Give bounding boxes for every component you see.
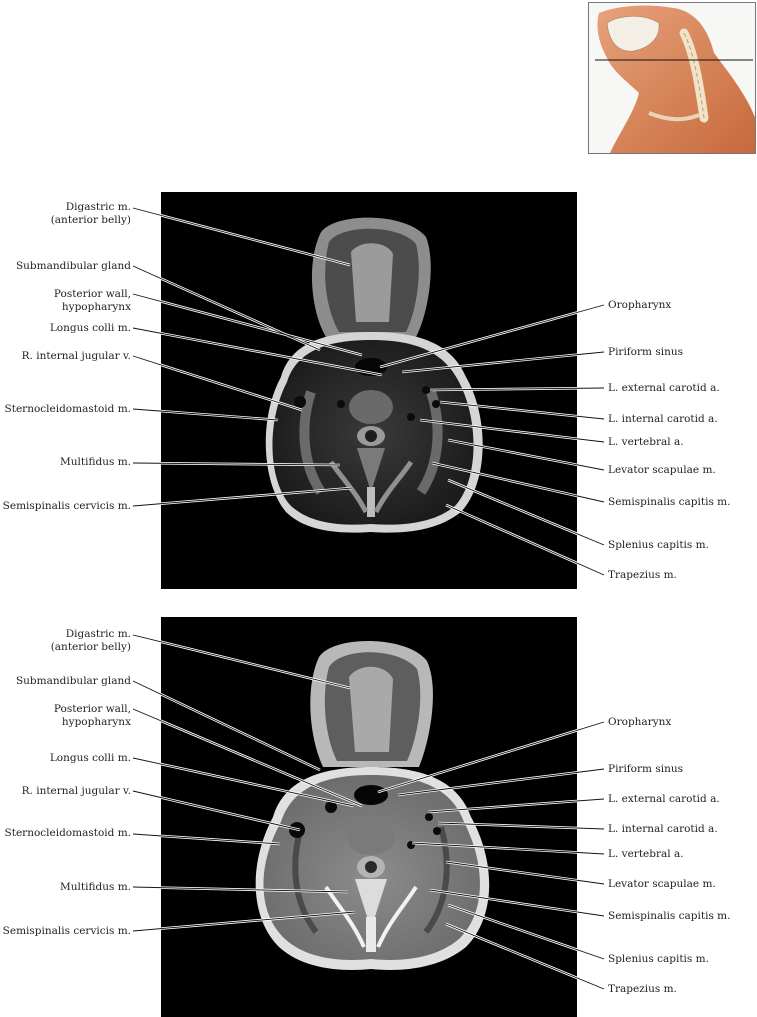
label-semispinalis-cervicis-2: Semispinalis cervicis m. [2, 925, 131, 937]
label-semispinalis-cervicis: Semispinalis cervicis m. [2, 500, 131, 512]
axial-mri-pd-neck-image [161, 617, 577, 1017]
label-submandibular-gland: Submandibular gland [15, 260, 131, 272]
label-sternocleidomastoid-2: Sternocleidomastoid m. [4, 827, 131, 839]
label-posterior-wall-hypopharynx: Posterior wall, hypopharynx [53, 288, 131, 313]
label-semispinalis-capitis-2: Semispinalis capitis m. [608, 910, 731, 922]
label-trapezius-2: Trapezius m. [608, 983, 677, 995]
label-trapezius: Trapezius m. [608, 569, 677, 581]
label-posterior-wall-hypopharynx-2: Posterior wall, hypopharynx [53, 703, 131, 728]
label-piriform-sinus-2: Piriform sinus [608, 763, 683, 775]
label-splenius-capitis-2: Splenius capitis m. [608, 953, 709, 965]
label-oropharynx: Oropharynx [608, 299, 672, 311]
label-piriform-sinus: Piriform sinus [608, 346, 683, 358]
axial-mri-t1-neck-image [161, 192, 577, 589]
label-splenius-capitis: Splenius capitis m. [608, 539, 709, 551]
label-l-external-carotid: L. external carotid a. [608, 382, 720, 394]
label-oropharynx-2: Oropharynx [608, 716, 672, 728]
label-r-internal-jugular: R. internal jugular v. [21, 350, 131, 362]
inset-illustration [588, 2, 756, 154]
label-levator-scapulae: Levator scapulae m. [608, 464, 716, 476]
label-levator-scapulae-2: Levator scapulae m. [608, 878, 716, 890]
label-digastric-2: Digastric m. (anterior belly) [50, 628, 131, 653]
label-l-internal-carotid: L. internal carotid a. [608, 413, 718, 425]
label-digastric: Digastric m. (anterior belly) [50, 201, 131, 226]
label-multifidus-2: Multifidus m. [60, 881, 131, 893]
label-semispinalis-capitis: Semispinalis capitis m. [608, 496, 731, 508]
label-l-vertebral: L. vertebral a. [608, 436, 684, 448]
label-l-vertebral-2: L. vertebral a. [608, 848, 684, 860]
label-longus-colli-2: Longus colli m. [49, 752, 131, 764]
mri-scan-bottom [161, 617, 577, 1017]
label-longus-colli: Longus colli m. [49, 322, 131, 334]
label-r-internal-jugular-2: R. internal jugular v. [21, 785, 131, 797]
neck-sagittal-section-icon [589, 3, 756, 154]
label-l-external-carotid-2: L. external carotid a. [608, 793, 720, 805]
label-l-internal-carotid-2: L. internal carotid a. [608, 823, 718, 835]
label-sternocleidomastoid: Sternocleidomastoid m. [4, 403, 131, 415]
mri-scan-top [161, 192, 577, 589]
label-multifidus: Multifidus m. [60, 456, 131, 468]
label-submandibular-gland-2: Submandibular gland [15, 675, 131, 687]
